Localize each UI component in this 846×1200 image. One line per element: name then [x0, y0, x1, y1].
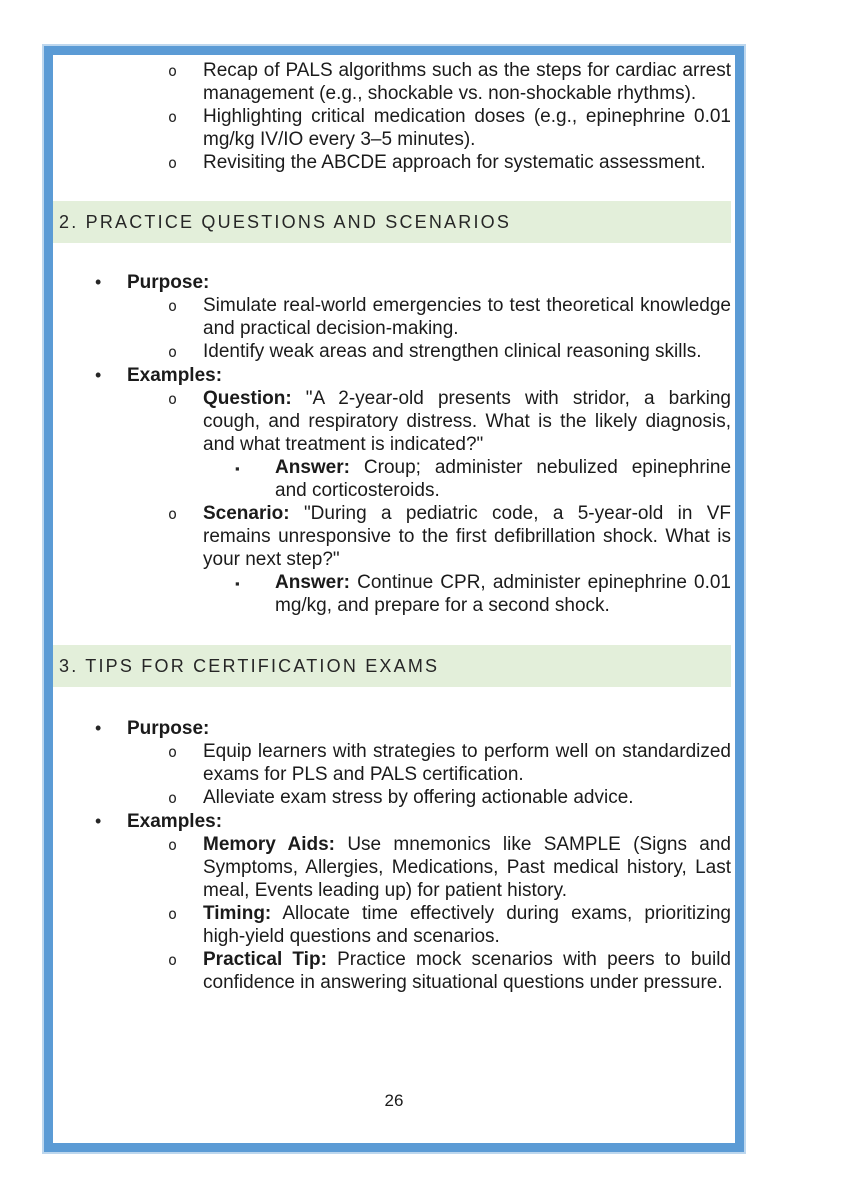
item-label: Practical Tip:	[203, 949, 327, 970]
list-item	[53, 740, 731, 786]
item-label: Examples:	[127, 811, 223, 832]
item-text: Identify weak areas and strengthen clinical reasoning skills.	[203, 341, 702, 362]
item-body	[203, 902, 731, 948]
list-item	[53, 571, 731, 617]
section-heading-certification-tips: 3. TIPS FOR CERTIFICATION EXAMS	[53, 645, 731, 687]
bullet-circle-icon: o	[168, 789, 178, 807]
item-body	[203, 833, 731, 902]
bullet-circle-icon: o	[168, 297, 178, 315]
list-item	[53, 294, 731, 340]
bullet-circle-icon: o	[168, 836, 178, 854]
item-body	[275, 571, 731, 617]
bullet-dot-icon: •	[95, 811, 102, 831]
item-body	[203, 387, 731, 456]
item-body	[127, 810, 731, 833]
list-item	[53, 456, 731, 502]
section-practice-questions	[53, 271, 731, 617]
list-item	[53, 105, 731, 151]
bullet-square-icon: ▪	[235, 461, 240, 476]
page-number: 26	[384, 1091, 404, 1110]
bullet-circle-icon: o	[168, 343, 178, 361]
list-item	[53, 340, 731, 364]
list-item	[53, 59, 731, 105]
item-label: Answer:	[275, 572, 350, 593]
bullet-circle-icon: o	[168, 154, 178, 172]
item-text: Continue CPR, administer epinephrine 0.01 mg/kg, and prepare for a second shock.	[275, 572, 732, 616]
bullet-dot-icon: •	[95, 365, 102, 385]
item-text: Highlighting critical medication doses (e.g., epinephrine 0.01 mg/kg IV/IO every 3–5 minutes).	[203, 106, 731, 150]
bullet-dot-icon: •	[95, 718, 102, 738]
item-body	[127, 364, 731, 387]
item-text: Simulate real-world emergencies to test theoretical knowledge and practical decision-making.	[203, 295, 731, 339]
list-item	[53, 902, 731, 948]
document-content	[53, 55, 735, 994]
list-item	[53, 151, 731, 175]
item-body	[275, 456, 731, 502]
item-label: Scenario:	[203, 503, 290, 524]
item-label: Examples:	[127, 365, 223, 386]
bullet-circle-icon: o	[168, 743, 178, 761]
list-item	[53, 717, 731, 740]
item-text: Equip learners with strategies to perform well on standardized exams for PLS and PALS certification.	[203, 741, 731, 785]
bullet-circle-icon: o	[168, 951, 178, 969]
item-text: Allocate time effectively during exams, prioritizing high-yield questions and scenarios.	[203, 903, 731, 947]
bullet-circle-icon: o	[168, 108, 178, 126]
list-item	[53, 502, 731, 571]
bullet-square-icon: ▪	[235, 576, 240, 591]
bullet-circle-icon: o	[168, 905, 178, 923]
item-label: Memory Aids:	[203, 834, 335, 855]
list-item	[53, 271, 731, 294]
item-text: "A 2-year-old presents with stridor, a barking cough, and respiratory distress. What is the likely diagnosis, and what treatment is indicated?"	[203, 388, 731, 455]
list-item	[53, 364, 731, 387]
item-body	[203, 502, 731, 571]
item-body	[127, 271, 731, 294]
item-label: Answer:	[275, 457, 350, 478]
item-text: "During a pediatric code, a 5-year-old in VF remains unresponsive to the first defibrillation shock. What is your next step?"	[203, 503, 732, 570]
list-item	[53, 833, 731, 902]
item-text: Recap of PALS algorithms such as the steps for cardiac arrest management (e.g., shockable vs. non-shockable rhythms).	[203, 60, 731, 104]
bullet-circle-icon: o	[168, 390, 178, 408]
item-text: Revisiting the ABCDE approach for systematic assessment.	[203, 152, 706, 173]
item-text: Croup; administer nebulized epinephrine and corticosteroids.	[275, 457, 732, 501]
section-certification-tips	[53, 717, 731, 994]
document-page-frame	[44, 46, 744, 1152]
item-body	[127, 717, 731, 740]
item-label: Purpose:	[127, 272, 210, 293]
item-text: Practice mock scenarios with peers to build confidence in answering situational questions under pressure.	[203, 949, 732, 993]
item-label: Purpose:	[127, 718, 210, 739]
bullet-dot-icon: •	[95, 272, 102, 292]
list-item	[53, 948, 731, 994]
list-item	[53, 810, 731, 833]
item-label: Timing:	[203, 903, 272, 924]
bullet-circle-icon: o	[168, 62, 178, 80]
item-text: Alleviate exam stress by offering actionable advice.	[203, 787, 634, 808]
section-heading-practice-questions: 2. PRACTICE QUESTIONS AND SCENARIOS	[53, 201, 731, 243]
item-label: Question:	[203, 388, 292, 409]
item-body	[203, 948, 731, 994]
item-text: Use mnemonics like SAMPLE (Signs and Symptoms, Allergies, Medications, Past medical history, Last meal, Events leading up) for patient history.	[203, 834, 732, 901]
list-item	[53, 786, 731, 810]
list-item	[53, 387, 731, 456]
bullet-circle-icon: o	[168, 505, 178, 523]
